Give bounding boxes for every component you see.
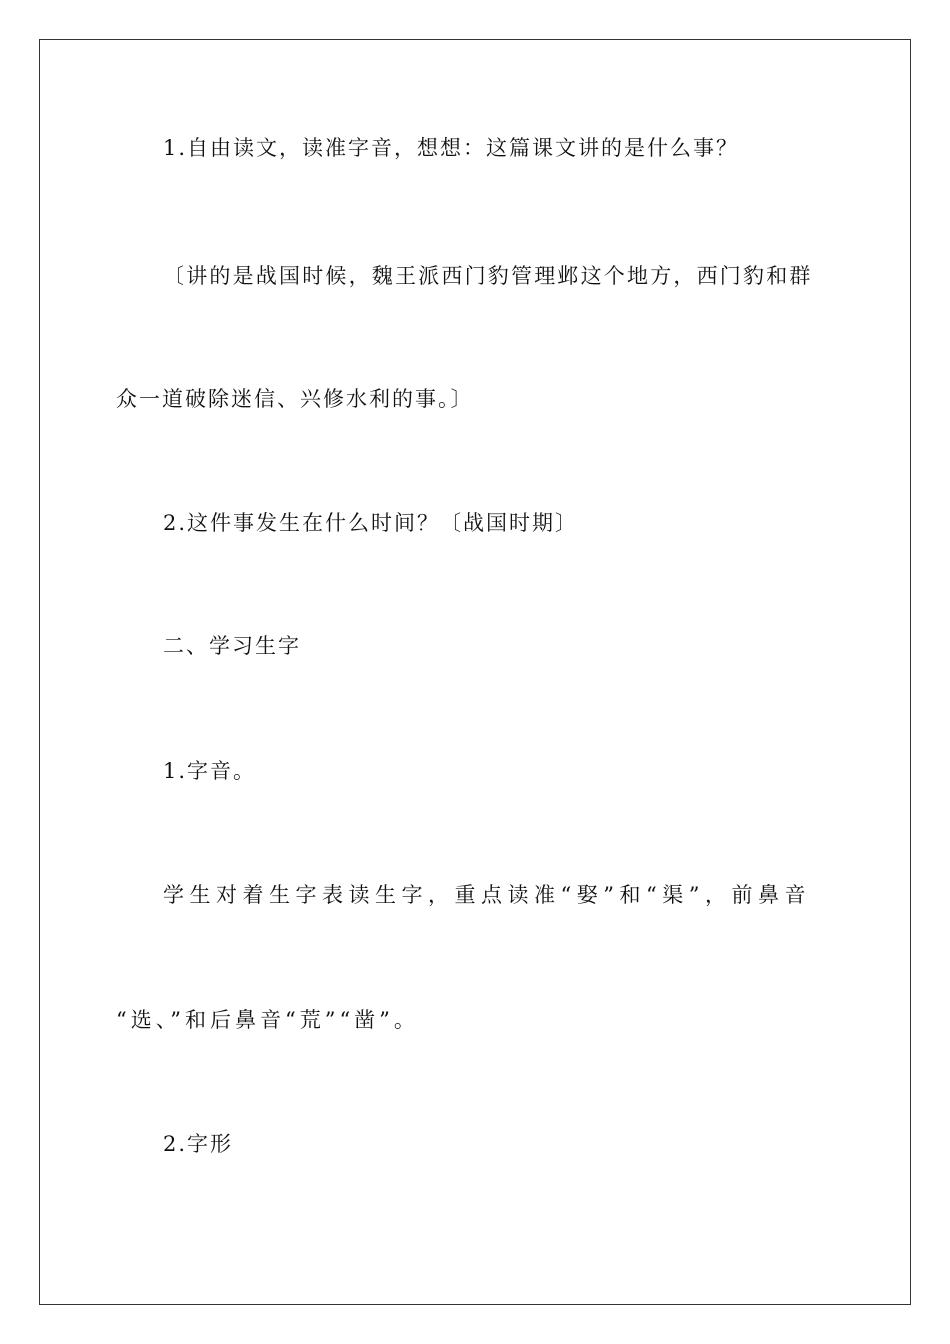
section-heading-learn-characters: 二、学习生字 — [163, 634, 301, 658]
subheading-character-form: 2.字形 — [163, 1132, 234, 1156]
subheading-pronunciation: 1.字音。 — [163, 759, 257, 783]
paragraph-answer-1-line-1: 〔讲的是战国时候，魏王派西门豹管理邺这个地方，西门豹和群 — [163, 264, 813, 288]
paragraph-question-2: 2.这件事发生在什么时间？〔战国时期〕 — [163, 511, 579, 535]
page-frame — [39, 39, 911, 1305]
paragraph-pronunciation-line-1: 学生对着生字表读生字，重点读准“娶”和“渠”，前鼻音 — [163, 883, 811, 907]
paragraph-answer-1-line-2: 众一道破除迷信、兴修水利的事。〕 — [116, 387, 474, 411]
paragraph-question-1: 1.自由读文，读准字音，想想：这篇课文讲的是什么事？ — [163, 136, 740, 160]
paragraph-pronunciation-line-2: “选、”和后鼻音“荒”“凿”。 — [116, 1008, 419, 1032]
